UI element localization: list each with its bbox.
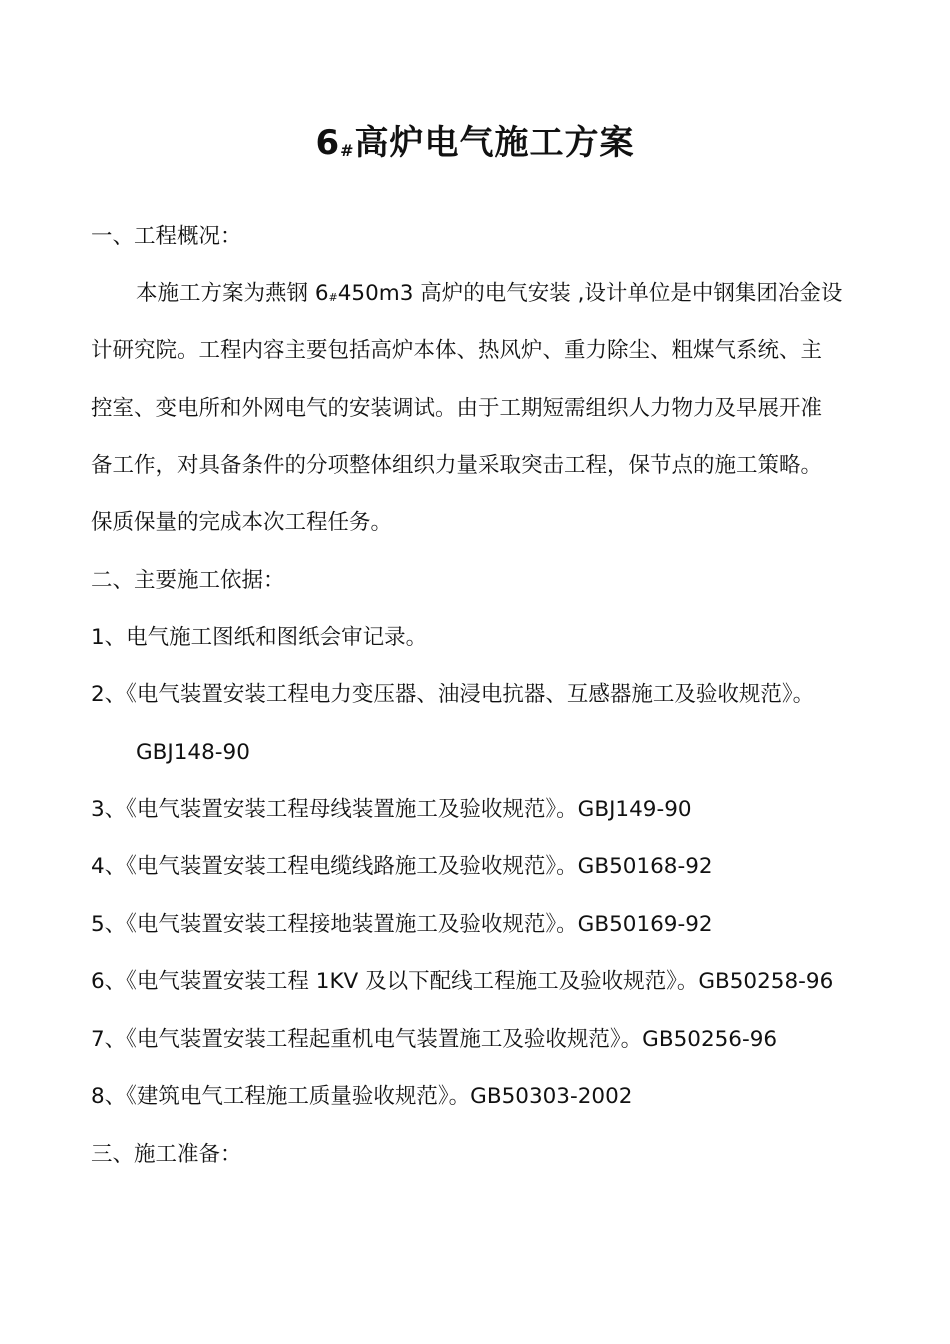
basis-list-item: 4、《电气装置安装工程电缆线路施工及验收规范》。GB50168-92 [91, 854, 713, 879]
overview-paragraph-line-5: 保质保量的完成本次工程任务。 [91, 510, 393, 535]
overview-line-1-part-b: 450m3 高炉的电气安装 ,设计单位是中钢集团冶金设 [337, 281, 843, 306]
overview-line-1-part-a: 本施工方案为燕钢 6 [136, 281, 329, 306]
basis-list-item: 1、电气施工图纸和图纸会审记录。 [91, 625, 428, 650]
basis-list-item: 2、《电气装置安装工程电力变压器、油浸电抗器、互感器施工及验收规范》。 [91, 682, 815, 707]
overview-line-1-mark: # [328, 291, 338, 304]
overview-paragraph-line-2: 计研究院。工程内容主要包括高炉本体、热风炉、重力除尘、粗煤气系统、主 [91, 338, 823, 363]
basis-list-item: 5、《电气装置安装工程接地装置施工及验收规范》。GB50169-92 [91, 912, 713, 937]
title-prefix: 6 [315, 123, 341, 163]
basis-list-item: 7、《电气装置安装工程起重机电气装置施工及验收规范》。GB50256-96 [91, 1027, 778, 1052]
section-heading-overview: 一、工程概况： [91, 224, 242, 249]
title-main: 高炉电气施工方案 [354, 123, 635, 163]
overview-paragraph-line-4: 备工作，对具备条件的分项整体组织力量采取突击工程，保节点的施工策略。 [91, 453, 823, 478]
section-heading-basis: 二、主要施工依据： [91, 568, 285, 593]
title-mark: # [340, 141, 355, 160]
document-title [0, 118, 950, 176]
basis-list-item: 8、《建筑电气工程施工质量验收规范》。GB50303-2002 [91, 1084, 633, 1109]
basis-list-item-continuation: GBJ148-90 [136, 740, 250, 765]
basis-list-item: 6、《电气装置安装工程 1KV 及以下配线工程施工及验收规范》。GB50258-96 [91, 969, 834, 994]
overview-paragraph-line-1 [136, 279, 842, 313]
basis-list-item: 3、《电气装置安装工程母线装置施工及验收规范》。GBJ149-90 [91, 797, 692, 822]
overview-paragraph-line-3: 控室、变电所和外网电气的安装调试。由于工期短需组织人力物力及早展开准 [91, 396, 823, 421]
section-heading-preparation: 三、施工准备： [91, 1142, 242, 1167]
